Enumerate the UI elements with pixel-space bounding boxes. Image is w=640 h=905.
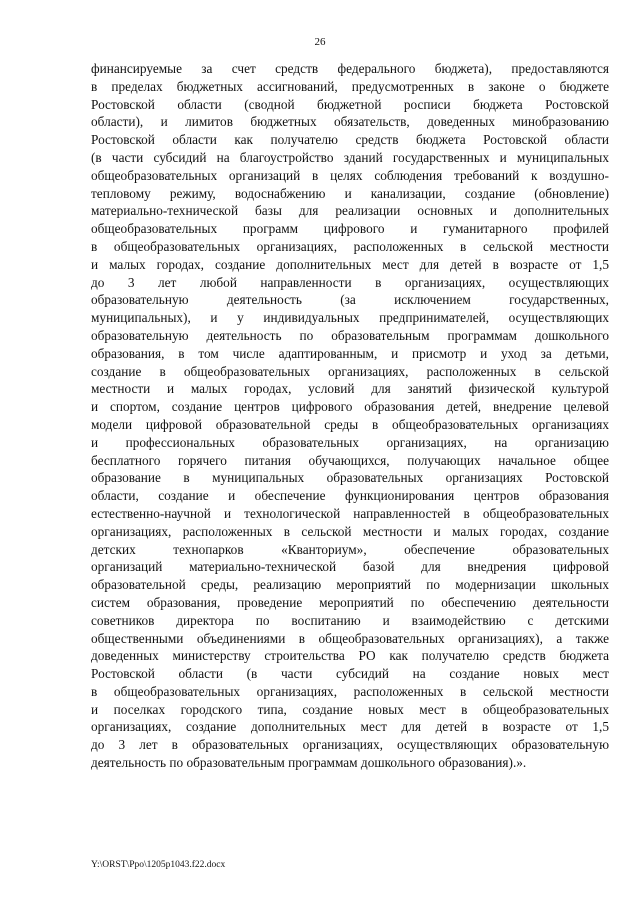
- body-text-line: организациях, создание дополнительных мест для детей в возрасте от 1,5: [91, 719, 609, 735]
- page-number: 26: [314, 36, 326, 48]
- body-text-line: общественными объединениями в общеобразовательных организациях), а также: [91, 630, 609, 646]
- footer-file-path: Y:\ORST\Ppo\1205p1043.f22.docx: [91, 860, 226, 870]
- body-text-line: области, создание и обеспечение функционирования центров образования: [91, 488, 609, 504]
- body-text-line: образовательную деятельность (за исключением государственных,: [91, 292, 609, 308]
- body-text-line: бесплатного горячего питания обучающихся, получающих начальное общее: [91, 452, 609, 468]
- body-text-line: и поселках городского типа, создание новых мест в общеобразовательных: [91, 701, 609, 717]
- body-text-line: общеобразовательных организаций в целях соблюдения требований к воздушно-: [91, 167, 609, 183]
- body-text-line: образование в муниципальных образовательных организациях Ростовской: [91, 470, 609, 486]
- body-paragraph: [91, 60, 609, 772]
- body-text-line: образования, в том числе адаптированным, и присмотр и уход за детьми,: [91, 345, 609, 361]
- body-text-line: модели цифровой образовательной среды в общеобразовательных организациях: [91, 416, 609, 432]
- body-text-line: детских технопарков «Кванториум», обеспечение образовательных: [91, 541, 609, 557]
- body-text-line: тепловому режиму, водоснабжению и канализации, создание (обновление): [91, 185, 609, 201]
- body-text-line: до 3 лет в образовательных организациях, осуществляющих образовательную: [91, 737, 609, 753]
- body-text-line: местности и малых городах, условий для занятий физической культурой: [91, 381, 609, 397]
- body-text-line: (в части субсидий на благоустройство зданий государственных и муниципальных: [91, 149, 609, 165]
- body-text-line: финансируемые за счет средств федерального бюджета), предоставляются: [91, 61, 609, 76]
- body-text-line: естественно-научной и технологической направленностей в общеобразовательных: [91, 505, 609, 521]
- body-text-line: и профессиональных образовательных организациях, на организацию: [91, 434, 609, 450]
- body-text-line: организациях, расположенных в сельской местности и малых городах, создание: [91, 523, 609, 539]
- body-text-line: создание в общеобразовательных организациях, расположенных в сельской: [91, 363, 609, 379]
- body-text-line: деятельность по образовательным программам дошкольного образования).».: [91, 755, 527, 771]
- body-text-line: муниципальных), и у индивидуальных предпринимателей, осуществляющих: [91, 310, 609, 326]
- body-text-line: и малых городах, создание дополнительных мест для детей в возрасте от 1,5: [91, 256, 609, 272]
- body-text-line: систем образования, проведение мероприятий по обеспечению деятельности: [91, 594, 609, 610]
- body-text-line: общеобразовательных программ цифрового и гуманитарного профилей: [91, 221, 609, 237]
- body-text-line: доведенных министерству строительства РО как получателю средств бюджета: [91, 648, 609, 664]
- body-text-line: Ростовской области как получателю средств бюджета Ростовской области: [91, 132, 609, 148]
- body-text-line: в общеобразовательных организациях, расположенных в сельской местности: [91, 683, 609, 699]
- body-text-line: образовательную деятельность по образовательным программам дошкольного: [91, 327, 609, 343]
- body-text-line: до 3 лет любой направленности в организациях, осуществляющих: [91, 274, 609, 290]
- body-text-line: Ростовской области (в части субсидий на создание новых мест: [91, 666, 609, 682]
- body-text-line: материально-технической базы для реализации основных и дополнительных: [91, 203, 609, 219]
- body-text-line: Ростовской области (сводной бюджетной росписи бюджета Ростовской: [91, 96, 609, 112]
- body-text-line: организаций материально-технической базой для внедрения цифровой: [91, 559, 609, 575]
- body-text-line: в общеобразовательных организациях, расположенных в сельской местности: [91, 238, 609, 254]
- body-text-line: области), и лимитов бюджетных обязательств, доведенных минобразованию: [91, 114, 609, 130]
- body-text-line: образовательной среды, реализацию мероприятий по модернизации школьных: [91, 577, 609, 593]
- body-text-line: советников директора по воспитанию и взаимодействию с детскими: [91, 612, 609, 628]
- body-text-line: и спортом, создание центров цифрового образования детей, внедрение целевой: [91, 399, 609, 415]
- body-text-line: в пределах бюджетных ассигнований, предусмотренных в законе о бюджете: [91, 78, 609, 94]
